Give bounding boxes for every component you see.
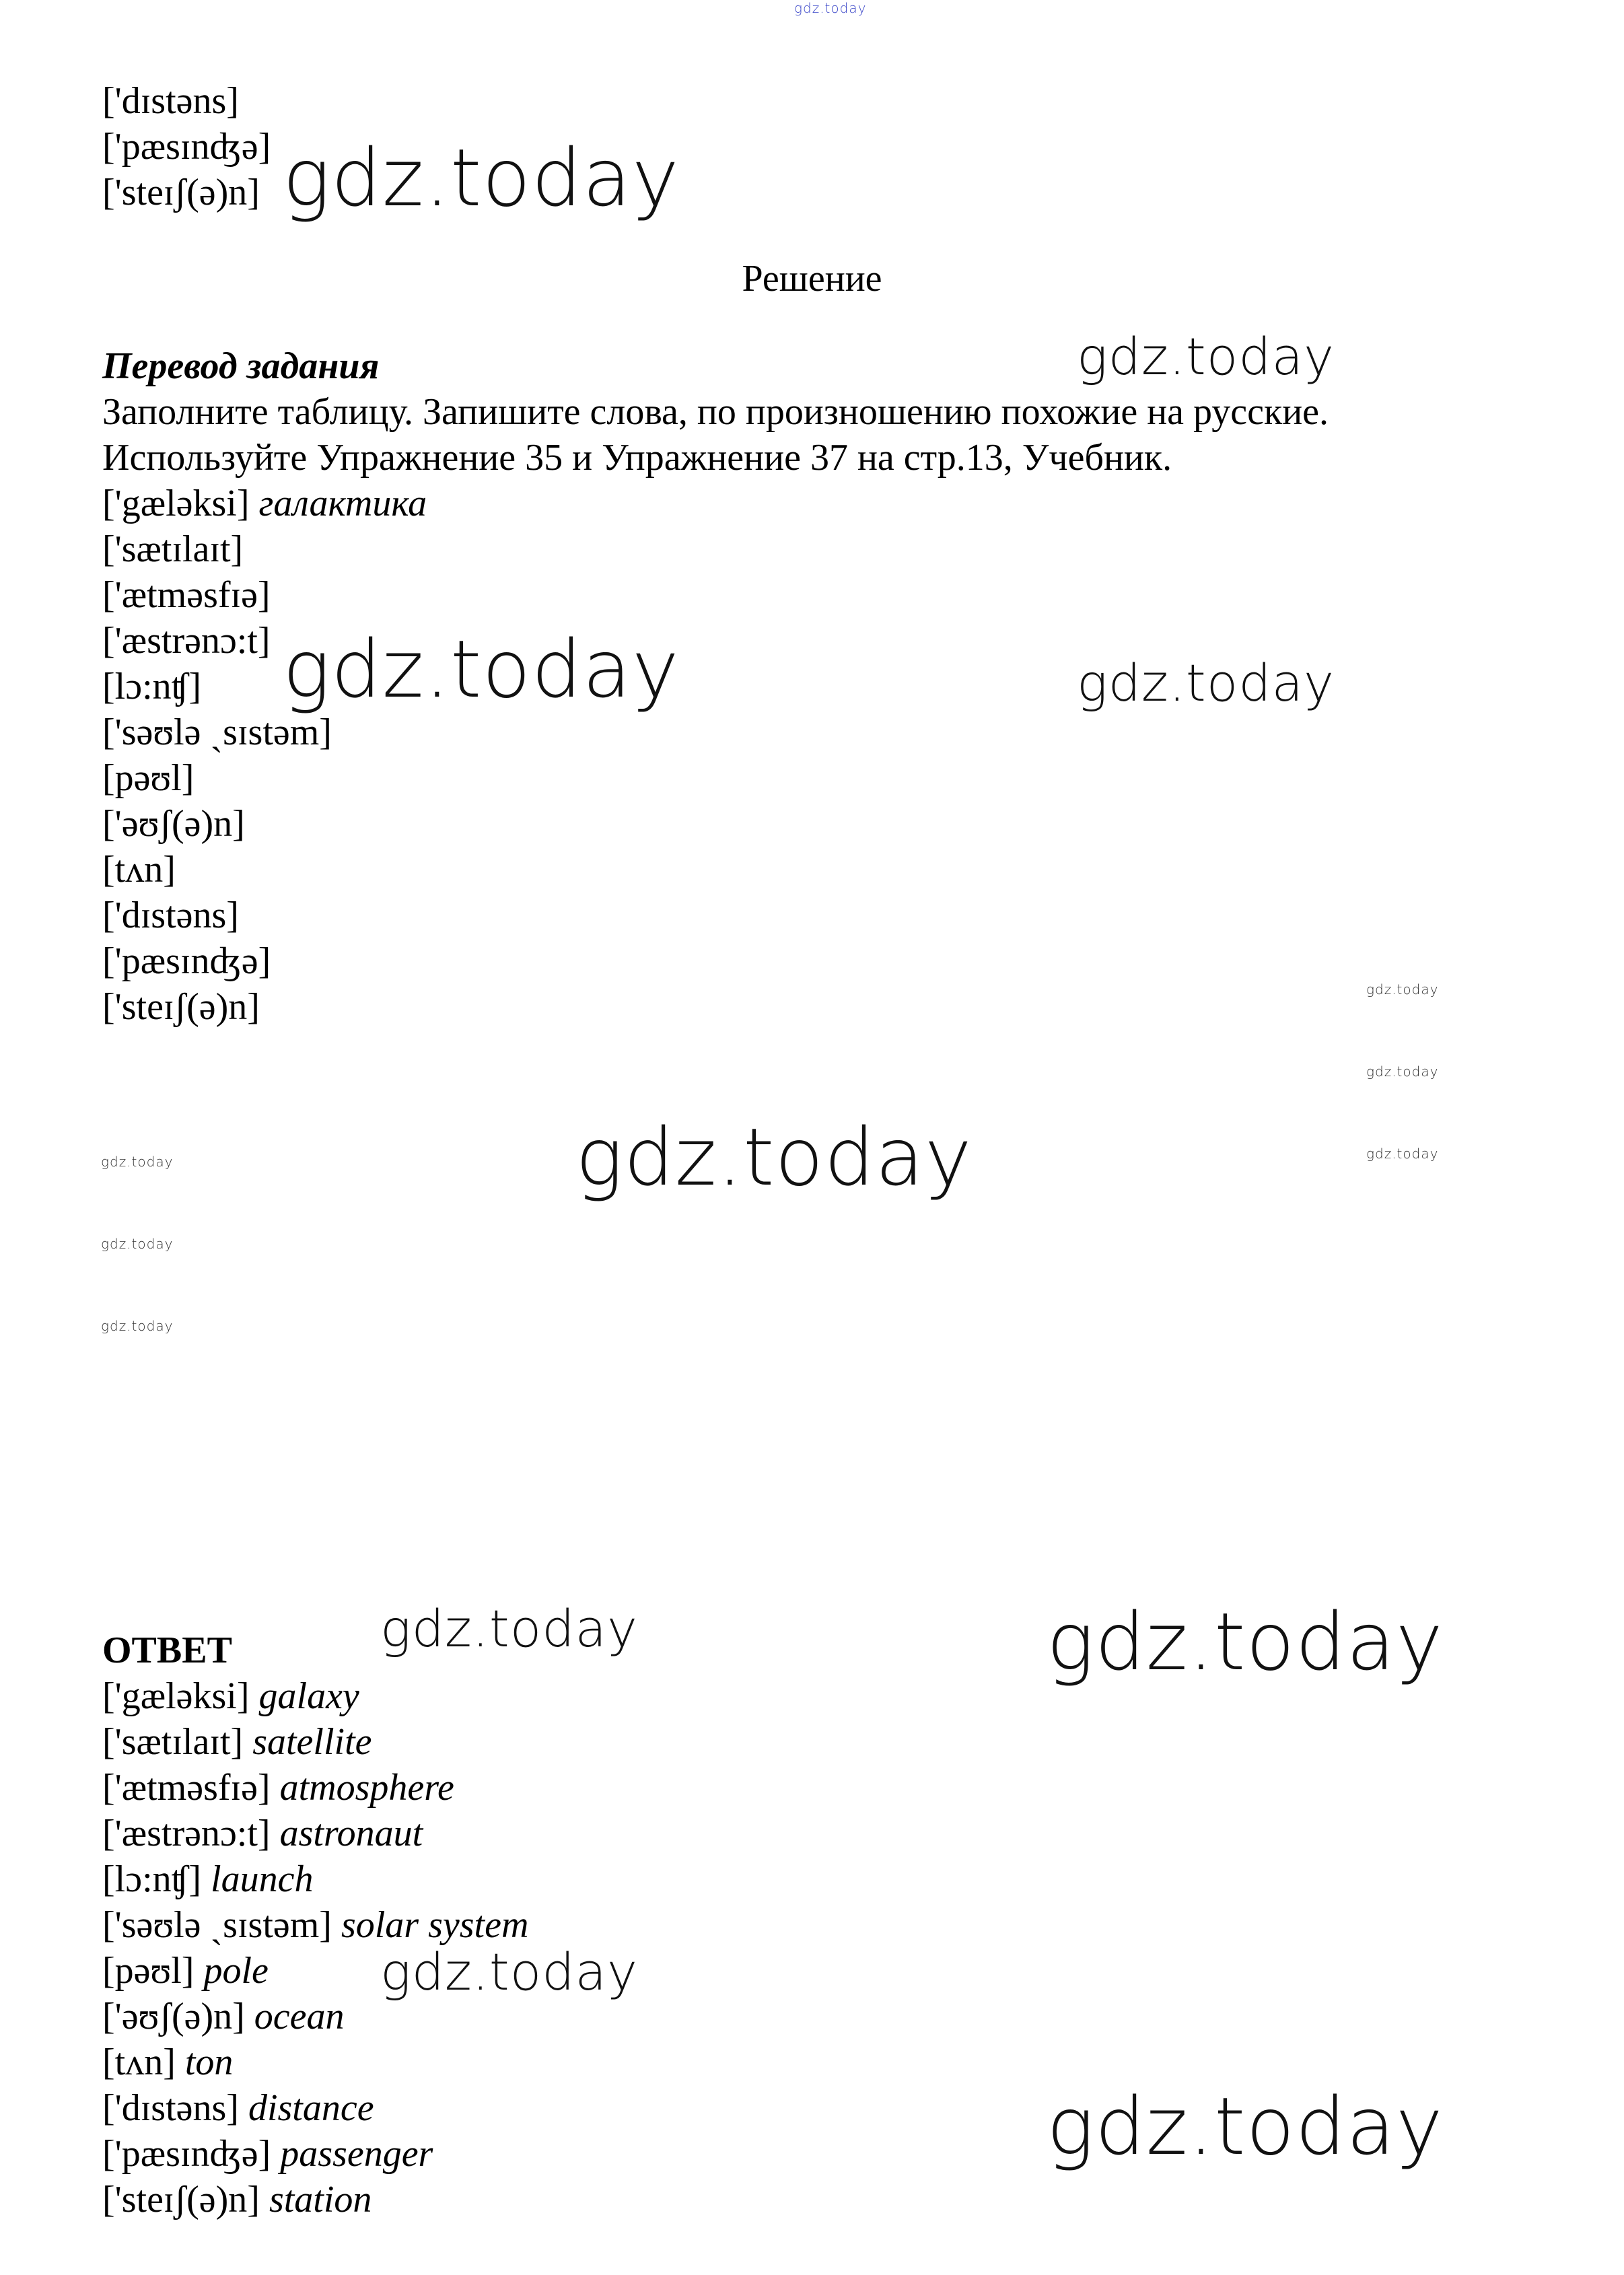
answer-row <box>102 1948 269 1994</box>
answer-word: ocean <box>254 1996 345 2037</box>
transcription: ['gæləksi] <box>102 1675 250 1717</box>
transcription: [pəʊl] <box>102 1950 195 1992</box>
transcription: ['gæləksi] <box>102 483 250 524</box>
translation: галактика <box>258 483 427 524</box>
transcription: [lɔ:nʧ] <box>102 1858 202 1900</box>
transcription: ['dɪstəns] <box>102 2087 239 2129</box>
answer-word: astronaut <box>279 1813 423 1854</box>
watermark: gdz.today <box>794 0 867 16</box>
answer-heading: ОТВЕТ <box>102 1630 232 1671</box>
transcription-line: ['pæsɪnʤə] <box>102 126 271 168</box>
answer-word: launch <box>211 1858 314 1900</box>
answer-word: solar system <box>341 1904 529 1946</box>
watermark: gdz.today <box>1366 1146 1439 1162</box>
answer-word: pole <box>203 1950 269 1992</box>
watermark: gdz.today <box>1047 2080 1444 2173</box>
answer-row <box>102 2039 233 2085</box>
transcription-line: ['ætməsfɪə] <box>102 574 271 616</box>
transcription-line: ['əʊʃ(ə)n] <box>102 803 245 845</box>
transcription-line: ['dɪstəns] <box>102 80 239 122</box>
transcription: ['ætməsfɪə] <box>102 1767 271 1809</box>
watermark: gdz.today <box>283 623 680 715</box>
transcription-line: ['səʊlə ˏsɪstəm] <box>102 711 332 753</box>
answer-word: ton <box>184 2041 234 2083</box>
transcription-line: ['sætɪlaɪt] <box>102 528 244 570</box>
watermark: gdz.today <box>101 1236 174 1252</box>
answer-row <box>102 1994 345 2039</box>
watermark: gdz.today <box>380 1942 638 2002</box>
answer-row <box>102 1811 423 1856</box>
answer-row <box>102 1765 454 1811</box>
transcription: ['sætɪlaɪt] <box>102 1721 244 1763</box>
transcription: ['steɪʃ(ə)n] <box>102 2179 260 2220</box>
answer-word: distance <box>248 2087 374 2129</box>
task-example-line <box>102 481 427 526</box>
watermark: gdz.today <box>1047 1595 1444 1688</box>
answer-row <box>102 2131 433 2177</box>
transcription-line: [lɔ:nʧ] <box>102 666 202 707</box>
task-text-line: Используйте Упражнение 35 и Упражнение 37 на стр.13, Учебник. <box>102 437 1172 479</box>
task-text-line: Заполните таблицу. Запишите слова, по произношению похожие на русские. <box>102 391 1329 433</box>
transcription: ['æstrənɔ:t] <box>102 1813 271 1854</box>
watermark: gdz.today <box>380 1599 638 1658</box>
answer-word: atmosphere <box>279 1767 454 1809</box>
answer-row <box>102 2177 372 2222</box>
answer-word: station <box>269 2179 372 2220</box>
answer-word: galaxy <box>258 1675 359 1717</box>
transcription-line: [tʌn] <box>102 849 176 890</box>
transcription: [tʌn] <box>102 2041 176 2083</box>
watermark: gdz.today <box>575 1111 973 1203</box>
transcription: ['əʊʃ(ə)n] <box>102 1996 245 2037</box>
watermark: gdz.today <box>1366 1063 1439 1080</box>
solution-heading: Решение <box>742 258 882 300</box>
watermark: gdz.today <box>1077 653 1335 713</box>
task-heading: Перевод задания <box>102 345 380 387</box>
answer-row <box>102 2085 374 2131</box>
transcription-line: ['steɪʃ(ə)n] <box>102 986 260 1028</box>
transcription-line: ['steɪʃ(ə)n] <box>102 172 260 213</box>
answer-row <box>102 1902 528 1948</box>
transcription-line: ['pæsɪnʤə] <box>102 940 271 982</box>
watermark: gdz.today <box>283 131 680 224</box>
transcription-line: ['dɪstəns] <box>102 895 239 936</box>
transcription: ['pæsɪnʤə] <box>102 2133 271 2175</box>
watermark: gdz.today <box>101 1318 174 1334</box>
transcription-line: [pəʊl] <box>102 757 195 799</box>
answer-row <box>102 1719 372 1765</box>
answer-row <box>102 1673 359 1719</box>
answer-word: satellite <box>252 1721 372 1763</box>
answer-row <box>102 1856 313 1902</box>
answer-word: passenger <box>280 2133 433 2175</box>
watermark: gdz.today <box>101 1154 174 1170</box>
watermark: gdz.today <box>1366 981 1439 998</box>
transcription-line: ['æstrənɔ:t] <box>102 620 271 662</box>
watermark: gdz.today <box>1077 326 1335 386</box>
transcription: ['səʊlə ˏsɪstəm] <box>102 1904 332 1946</box>
